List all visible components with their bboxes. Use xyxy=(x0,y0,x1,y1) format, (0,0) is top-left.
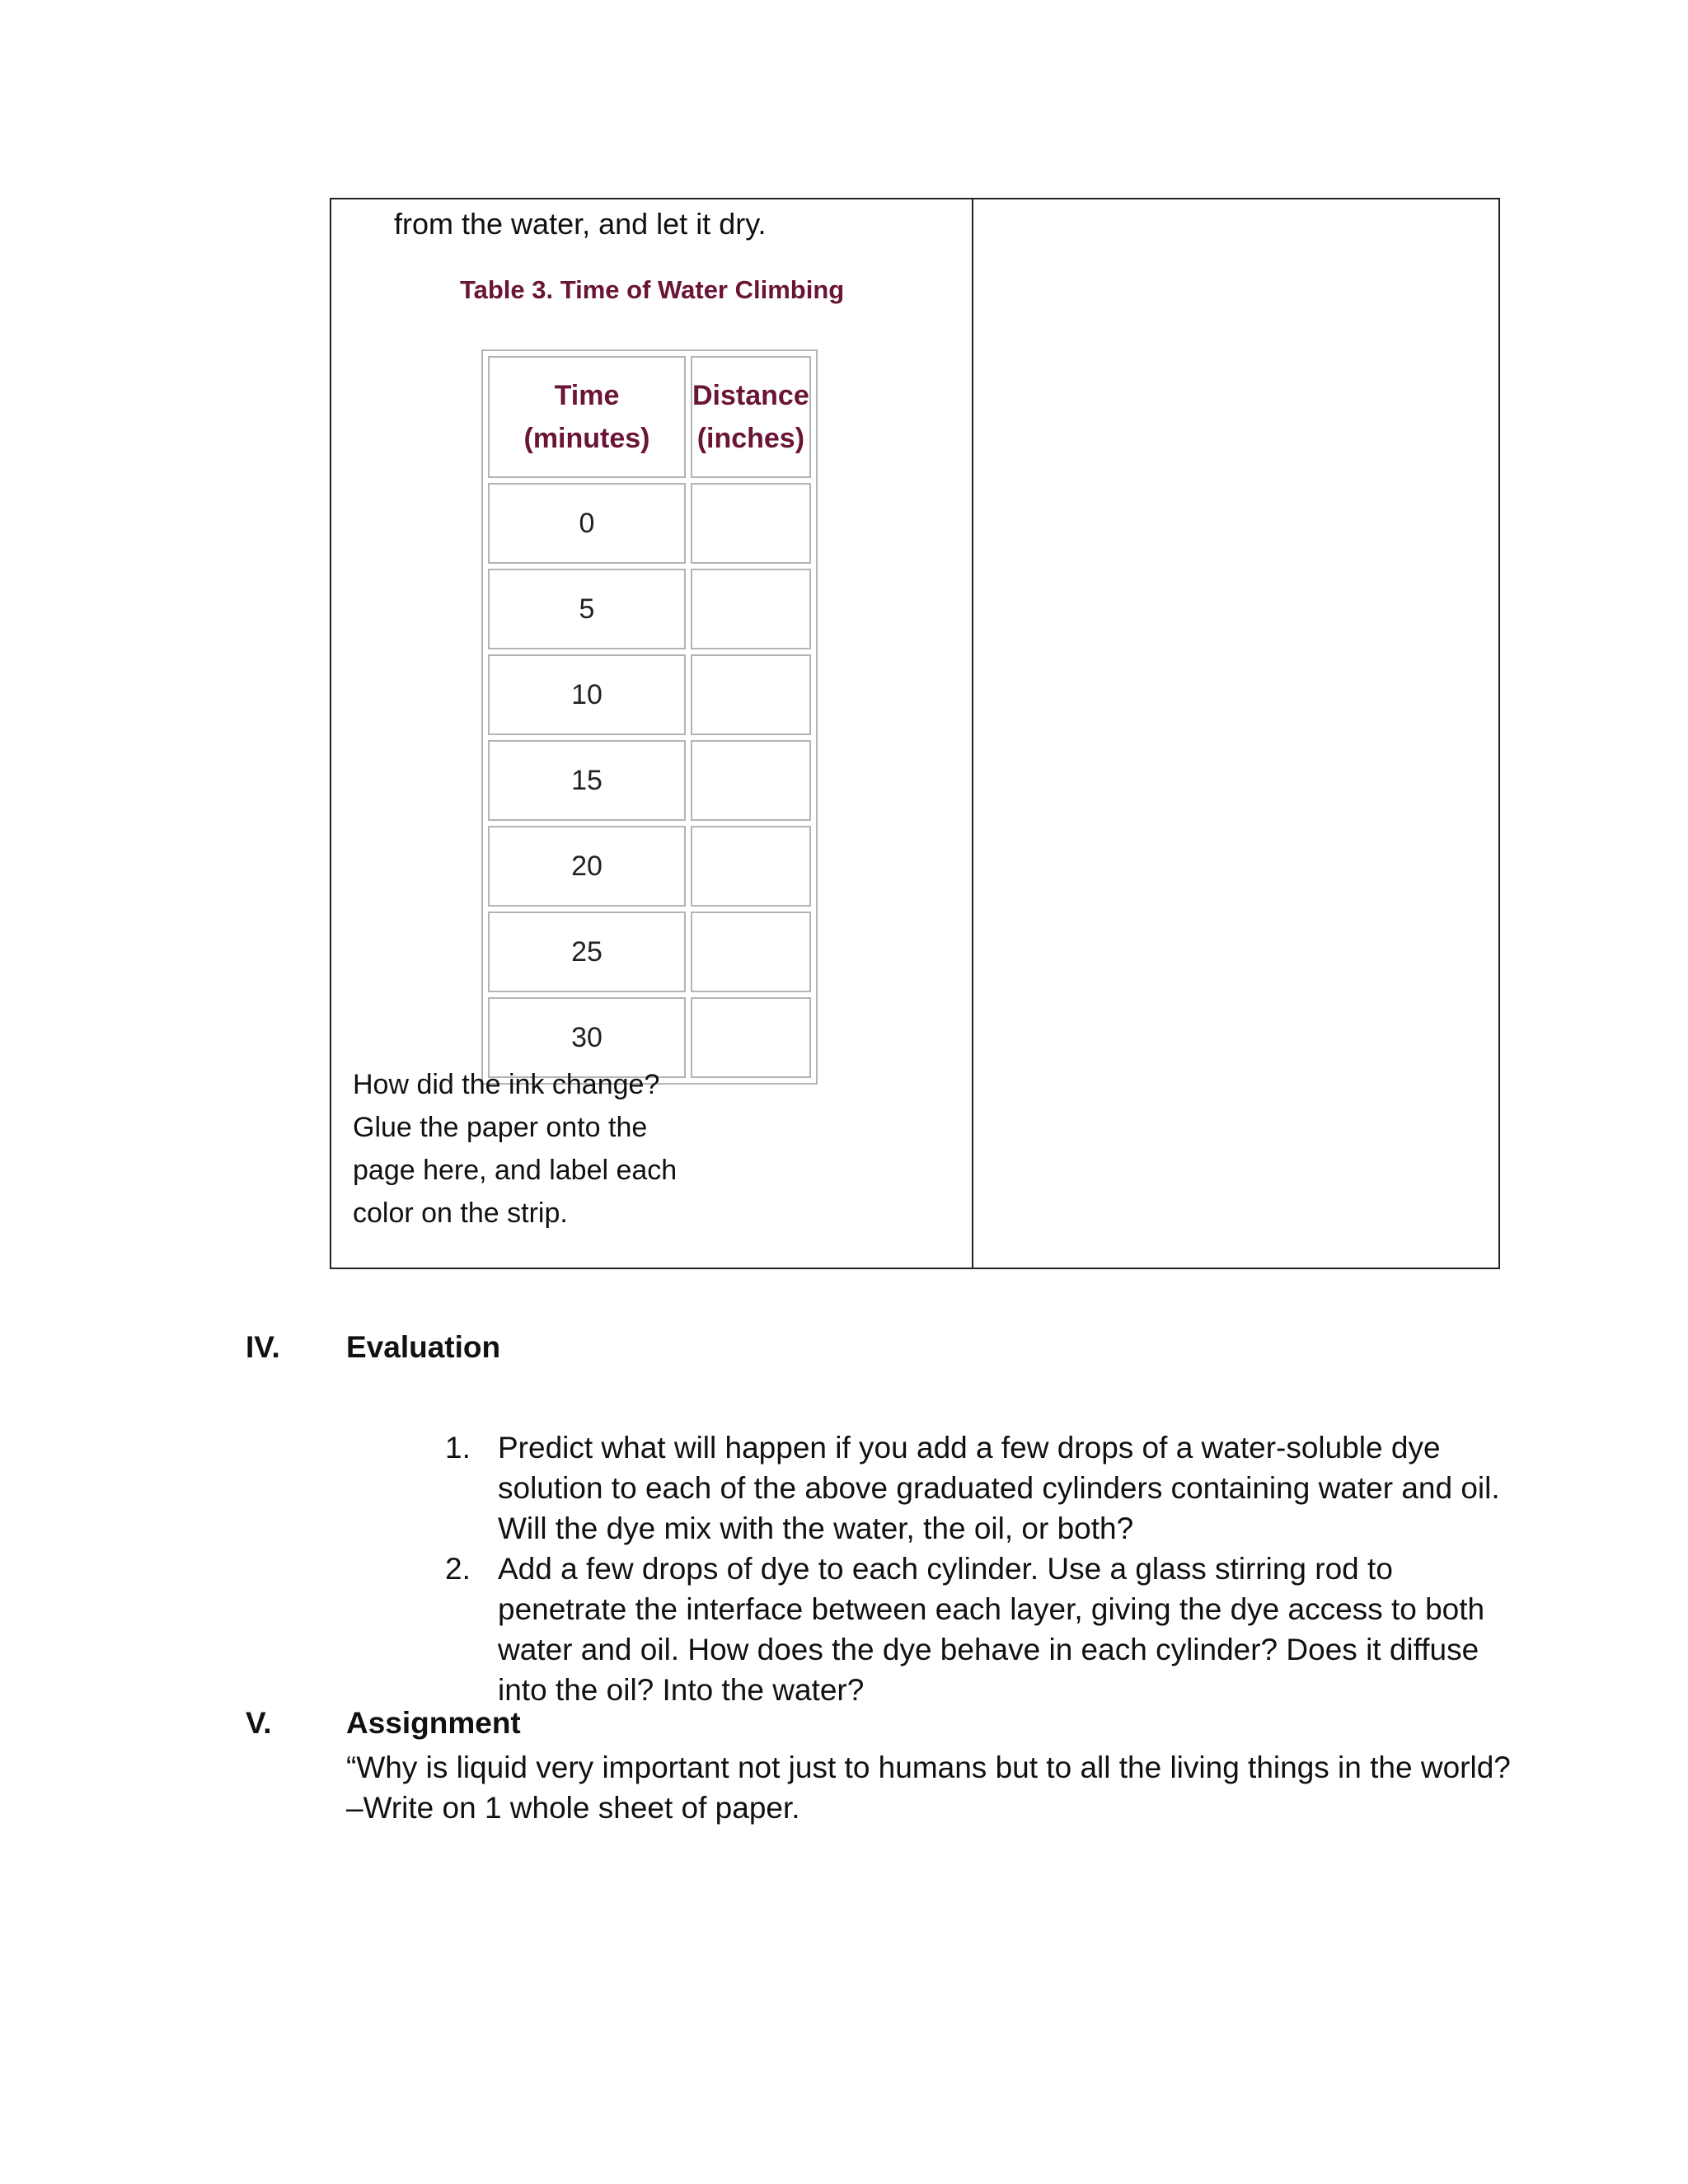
ink-change-question: How did the ink change? Glue the paper onto the page here, and label each color on the strip. xyxy=(353,1069,678,1229)
table-row xyxy=(488,826,811,907)
distance-cell[interactable] xyxy=(691,740,811,821)
section-title-assignment: Assignment xyxy=(346,1706,521,1740)
table-row xyxy=(488,654,811,735)
distance-cell[interactable] xyxy=(691,826,811,907)
time-cell: 30 xyxy=(488,997,686,1078)
distance-cell[interactable] xyxy=(691,997,811,1078)
column-divider xyxy=(972,199,973,1268)
table-header-row xyxy=(488,356,811,478)
section-numeral-assignment: V. xyxy=(246,1706,272,1740)
header-time-label: Time (minutes) xyxy=(523,380,650,454)
table-row xyxy=(488,569,811,649)
evaluation-list xyxy=(437,1427,1508,1710)
header-distance-line1: Distance xyxy=(692,380,809,411)
assignment-text: “Why is liquid very important not just to humans but to all the living things in the world? –Write on 1 whole sheet of paper. xyxy=(346,1750,1511,1825)
time-cell: 5 xyxy=(488,569,686,649)
list-item-number: 2. xyxy=(445,1552,471,1586)
time-cell: 20 xyxy=(488,826,686,907)
list-item-number: 1. xyxy=(445,1431,471,1465)
header-distance xyxy=(691,356,811,478)
list-item xyxy=(437,1427,1508,1549)
continued-procedure-text: from the water, and let it dry. xyxy=(394,207,767,241)
header-distance-line2: (inches) xyxy=(696,423,805,454)
table-caption: Table 3. Time of Water Climbing xyxy=(460,275,845,304)
table-row xyxy=(488,740,811,821)
time-cell: 15 xyxy=(488,740,686,821)
time-cell: 10 xyxy=(488,654,686,735)
list-item-text: Predict what will happen if you add a few drops of a water-soluble dye solution to each of the above graduated cylinders containing water and oil. Will the dye mix with the water, the oil, or both? xyxy=(498,1431,1500,1545)
header-time xyxy=(488,356,686,478)
section-numeral-evaluation: IV. xyxy=(246,1330,280,1364)
table-row xyxy=(488,912,811,992)
list-item-text: Add a few drops of dye to each cylinder. Use a glass stirring rod to penetrate the interface between each layer, giving the dye access to both water and oil. How does the dye behave in each cylinder? Does it diffuse into the oil? Into the water? xyxy=(498,1552,1485,1707)
section-title-evaluation: Evaluation xyxy=(346,1330,501,1364)
distance-cell[interactable] xyxy=(691,654,811,735)
distance-cell[interactable] xyxy=(691,483,811,564)
time-cell: 0 xyxy=(488,483,686,564)
water-climbing-table xyxy=(481,349,818,1085)
distance-cell[interactable] xyxy=(691,912,811,992)
list-item xyxy=(437,1549,1508,1710)
activity-box xyxy=(330,198,1500,1269)
time-cell: 25 xyxy=(488,912,686,992)
distance-cell[interactable] xyxy=(691,569,811,649)
table-row xyxy=(488,483,811,564)
